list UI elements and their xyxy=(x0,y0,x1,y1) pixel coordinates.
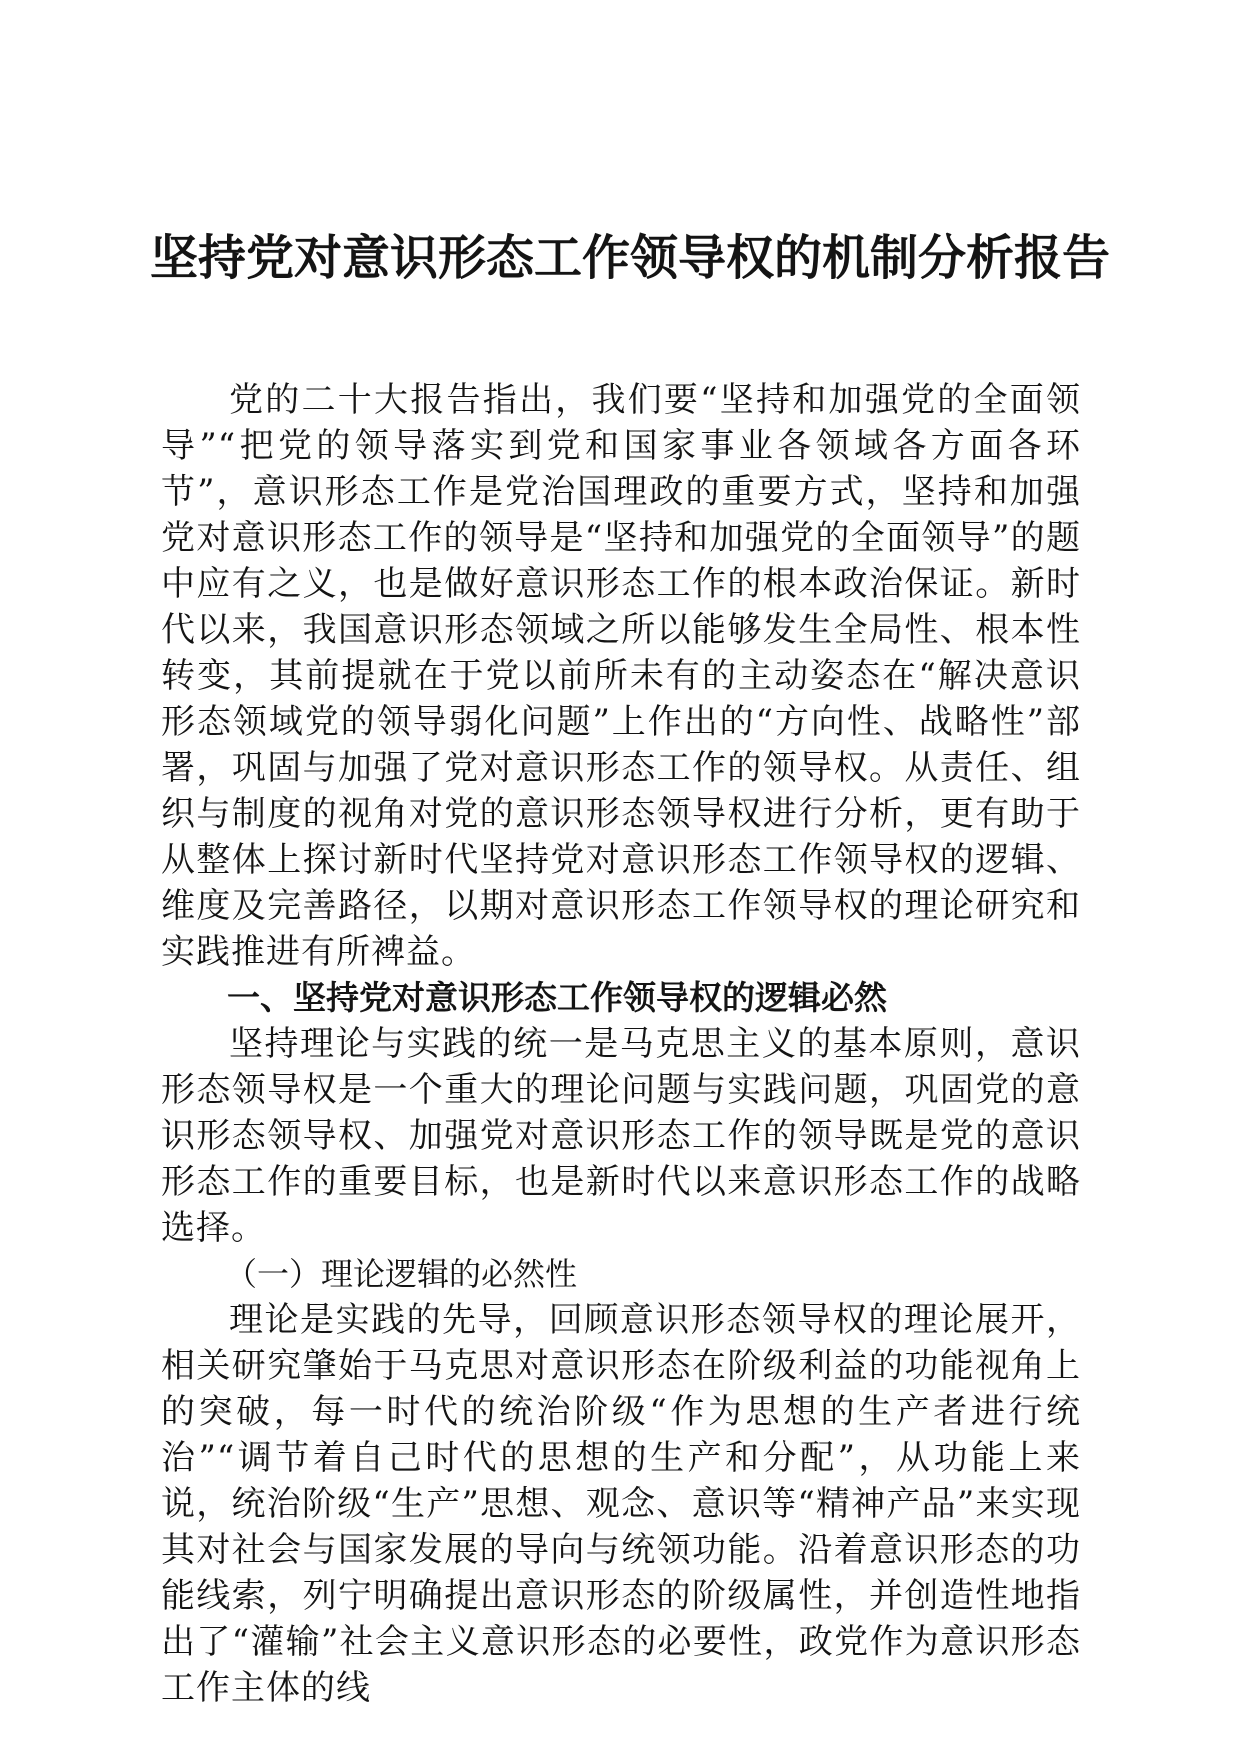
subsection-1-paragraph: 理论是实践的先导，回顾意识形态领导权的理论展开，相关研究肇始于马克思对意识形态在阶级利益的功能视角上的突破，每一时代的统治阶级“作为思想的生产者进行统治”“调节着自己时代的思想的生产和分配”，从功能上来说，统治阶级“生产”思想、观念、意识等“精神产品”来实现其对社会与国家发展的导向与统领功能。沿着意识形态的功能线索，列宁明确提出意识形态的阶级属性，并创造性地指出了“灌输”社会主义意识形态的必要性，政党作为意识形态工作主体的线 xyxy=(161,1300,1081,1708)
document-body xyxy=(161,377,1081,1711)
section-heading-1: 一、坚持党对意识形态工作领导权的逻辑必然 xyxy=(227,978,887,1017)
section-1-paragraph: 坚持理论与实践的统一是马克思主义的基本原则，意识形态领导权是一个重大的理论问题与实践问题，巩固党的意识形态领导权、加强党对意识形态工作的领导既是党的意识形态工作的重要目标，也是新时代以来意识形态工作的战略选择。 xyxy=(161,1024,1081,1248)
subsection-heading-1: （一）理论逻辑的必然性 xyxy=(225,1255,578,1293)
intro-paragraph: 党的二十大报告指出，我们要“坚持和加强党的全面领导”“把党的领导落实到党和国家事业各领域各方面各环节”，意识形态工作是党治国理政的重要方式，坚持和加强党对意识形态工作的领导是“坚持和加强党的全面领导”的题中应有之义，也是做好意识形态工作的根本政治保证。新时代以来，我国意识形态领域之所以能够发生全局性、根本性转变，其前提就在于党以前所未有的主动姿态在“解决意识形态领域党的领导弱化问题”上作出的“方向性、战略性”部署，巩固与加强了党对意识形态工作的领导权。从责任、组织与制度的视角对党的意识形态领导权进行分析，更有助于从整体上探讨新时代坚持党对意识形态工作领导权的逻辑、维度及完善路径，以期对意识形态工作领导权的理论研究和实践推进有所裨益。 xyxy=(161,380,1081,972)
document-title: 坚持党对意识形态工作领导权的机制分析报告 xyxy=(150,230,1111,286)
